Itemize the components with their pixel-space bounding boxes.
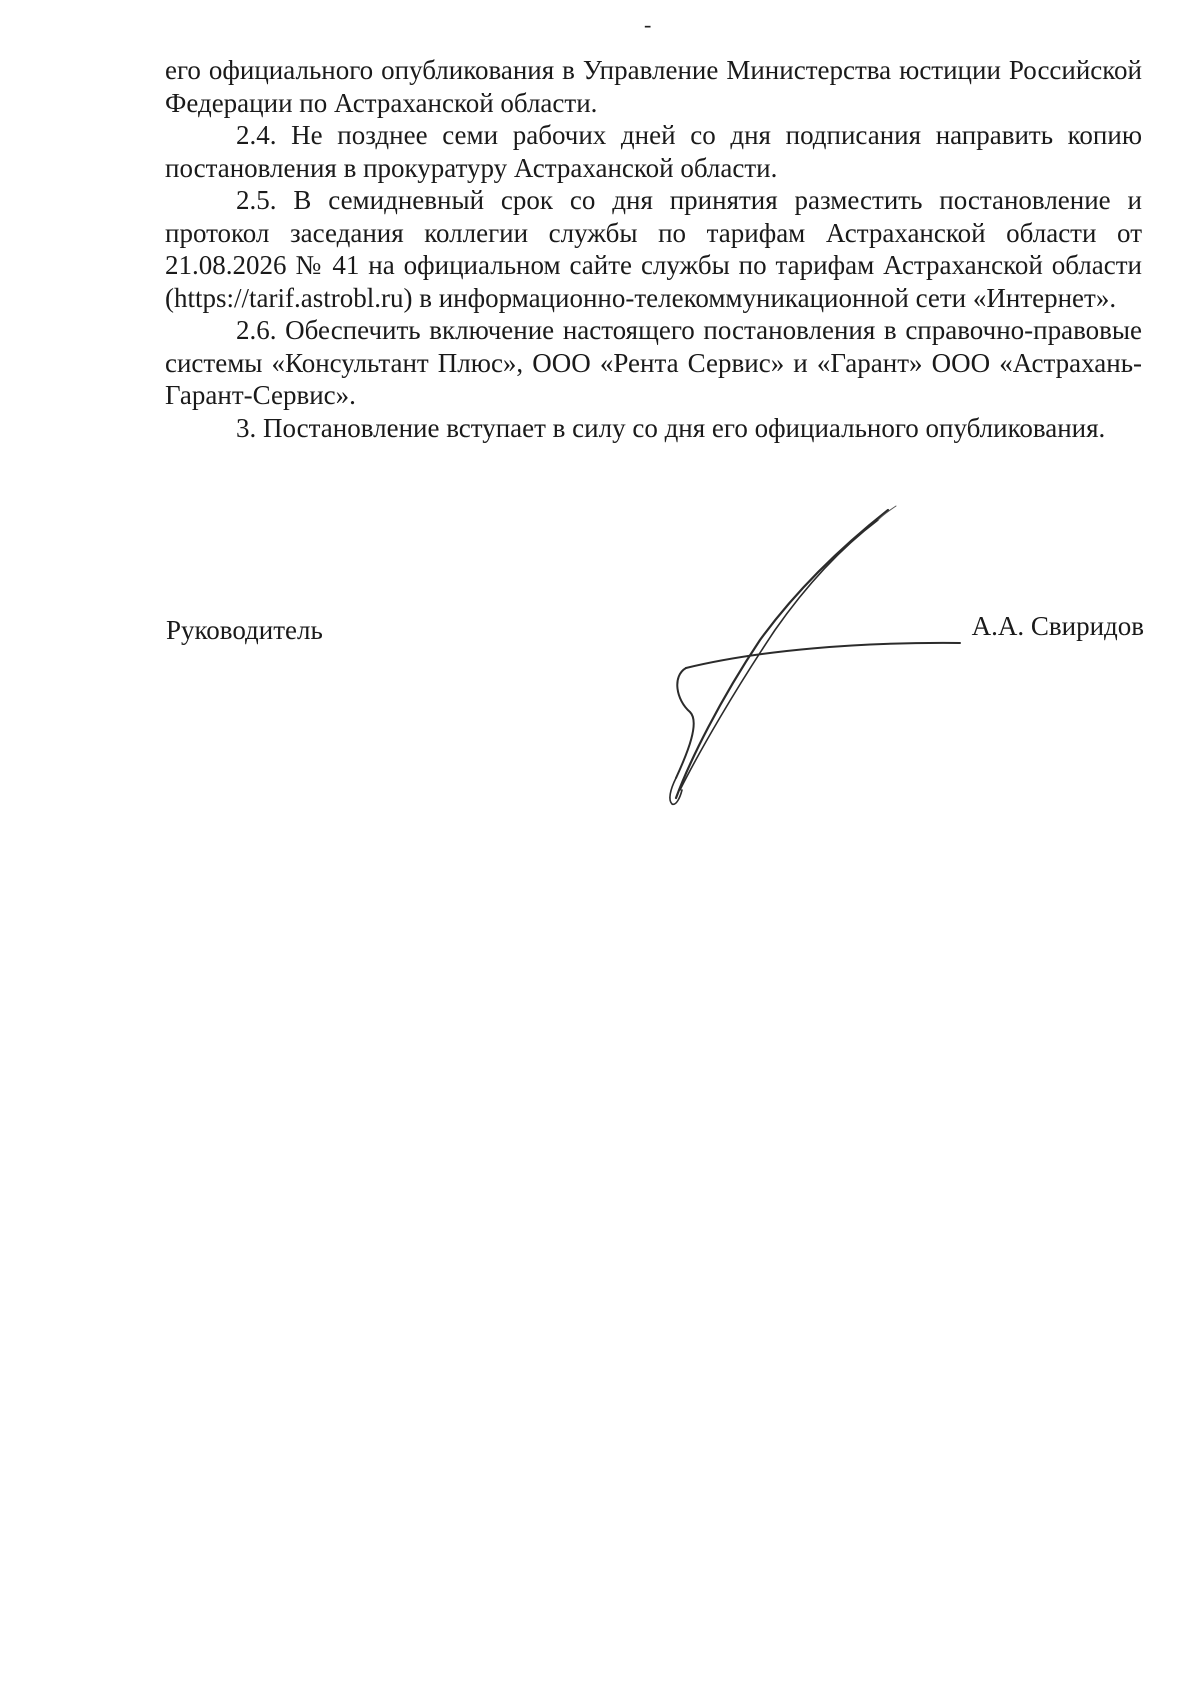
paragraph-continuation: его официального опубликования в Управление Министерства юстиции Российской Федерации по Астраханской области. xyxy=(165,55,1142,118)
page-mark: - xyxy=(644,12,652,37)
signatory-name: А.А. Свиридов xyxy=(971,611,1144,641)
paragraph-2-4: 2.4. Не позднее семи рабочих дней со дня подписания направить копию постановления в прокуратуру Астраханской области. xyxy=(165,120,1142,183)
paragraph-2-6: 2.6. Обеспечить включение настоящего постановления в справочно-правовые системы «Консультант Плюс», ООО «Рента Сервис» и «Гарант» ООО «Астрахань-Гарант-Сервис». xyxy=(165,315,1142,410)
signatory-position: Руководитель xyxy=(166,615,323,645)
signature-block xyxy=(0,600,1200,800)
paragraph-3: 3. Постановление вступает в силу со дня его официального опубликования. xyxy=(236,412,1106,443)
document-body xyxy=(165,54,1142,444)
paragraph-2-5: 2.5. В семидневный срок со дня принятия разместить постановление и протокол заседания коллегии службы по тарифам Астраханской области от 21.08.2026 № 41 на официальном сайте службы по тарифам Астраханской области (https://tarif.astrobl.ru) в информационно-телекоммуникационной сети «Интернет». xyxy=(165,185,1142,313)
